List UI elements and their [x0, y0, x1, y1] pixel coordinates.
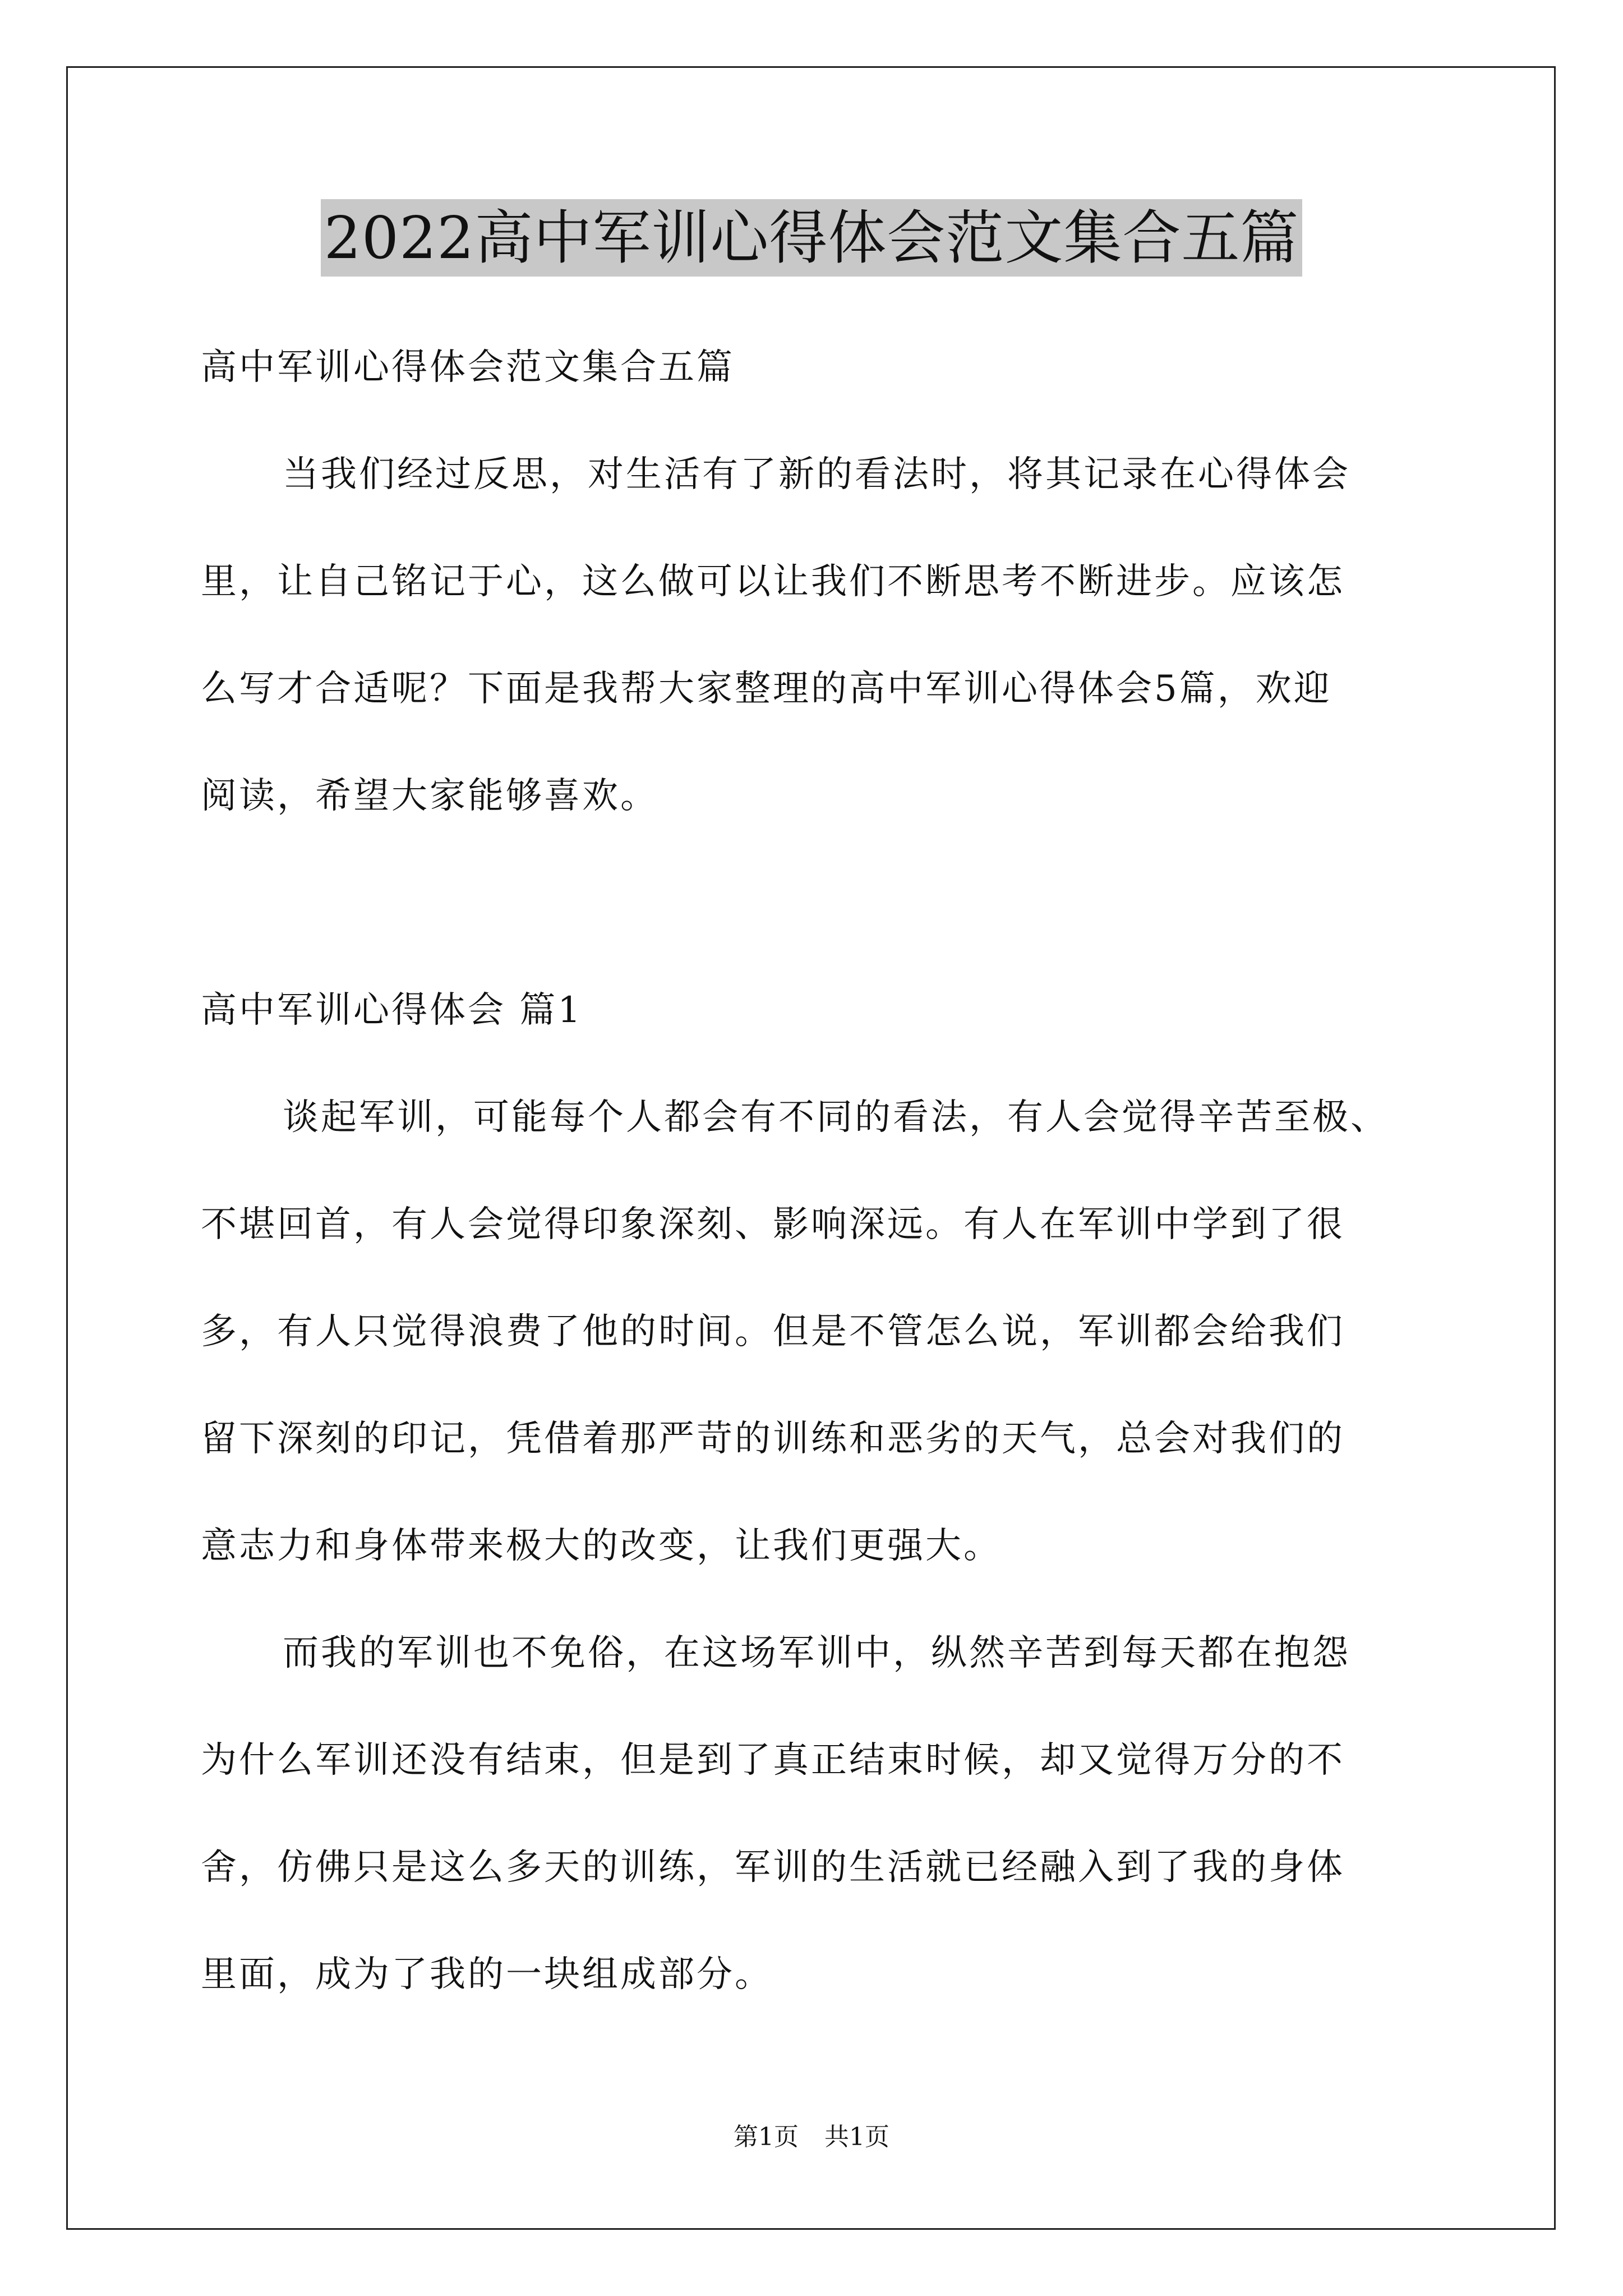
document-title: 2022高中军训心得体会范文集合五篇 [321, 199, 1303, 277]
section-heading: 高中军训心得体会 篇1 [201, 990, 583, 1031]
blank-line [201, 850, 1429, 957]
document-body [201, 314, 1429, 2028]
paragraph-line: 舍，仿佛只是这么多天的训练，军训的生活就已经融入到了我的身体 [201, 1847, 1345, 1888]
title-container [0, 199, 1623, 277]
paragraph-line: 而我的军训也不免俗，在这场军训中，纵然辛苦到每天都在抱怨 [283, 1632, 1350, 1674]
paragraph-line: 留下深刻的印记，凭借着那严苛的训练和恶劣的天气，总会对我们的 [201, 1418, 1345, 1460]
paragraph-line: 为什么军训还没有结束，但是到了真正结束时候，却又觉得万分的不 [201, 1740, 1345, 1781]
intro-line: 么写才合适呢？下面是我帮大家整理的高中军训心得体会5篇，欢迎 [201, 668, 1332, 710]
intro-line: 阅读，希望大家能够喜欢。 [201, 775, 658, 817]
paragraph-line: 里面，成为了我的一块组成部分。 [201, 1954, 773, 1995]
page-footer [0, 2120, 1623, 2154]
paragraph-line: 多，有人只觉得浪费了他的时间。但是不管怎么说，军训都会给我们 [201, 1311, 1345, 1352]
paragraph-line: 不堪回首，有人会觉得印象深刻、影响深远。有人在军训中学到了很 [201, 1204, 1345, 1245]
intro-line: 当我们经过反思，对生活有了新的看法时，将其记录在心得体会 [283, 454, 1350, 495]
intro-line: 里，让自己铭记于心，这么做可以让我们不断思考不断进步。应该怎 [201, 561, 1345, 602]
paragraph-line: 谈起军训，可能每个人都会有不同的看法，有人会觉得辛苦至极、 [283, 1097, 1389, 1138]
subtitle-line: 高中军训心得体会范文集合五篇 [201, 347, 735, 388]
paragraph-line: 意志力和身体带来极大的改变，让我们更强大。 [201, 1525, 1002, 1567]
page-number: 第1页 [734, 2123, 799, 2151]
page-total: 共1页 [824, 2123, 889, 2151]
